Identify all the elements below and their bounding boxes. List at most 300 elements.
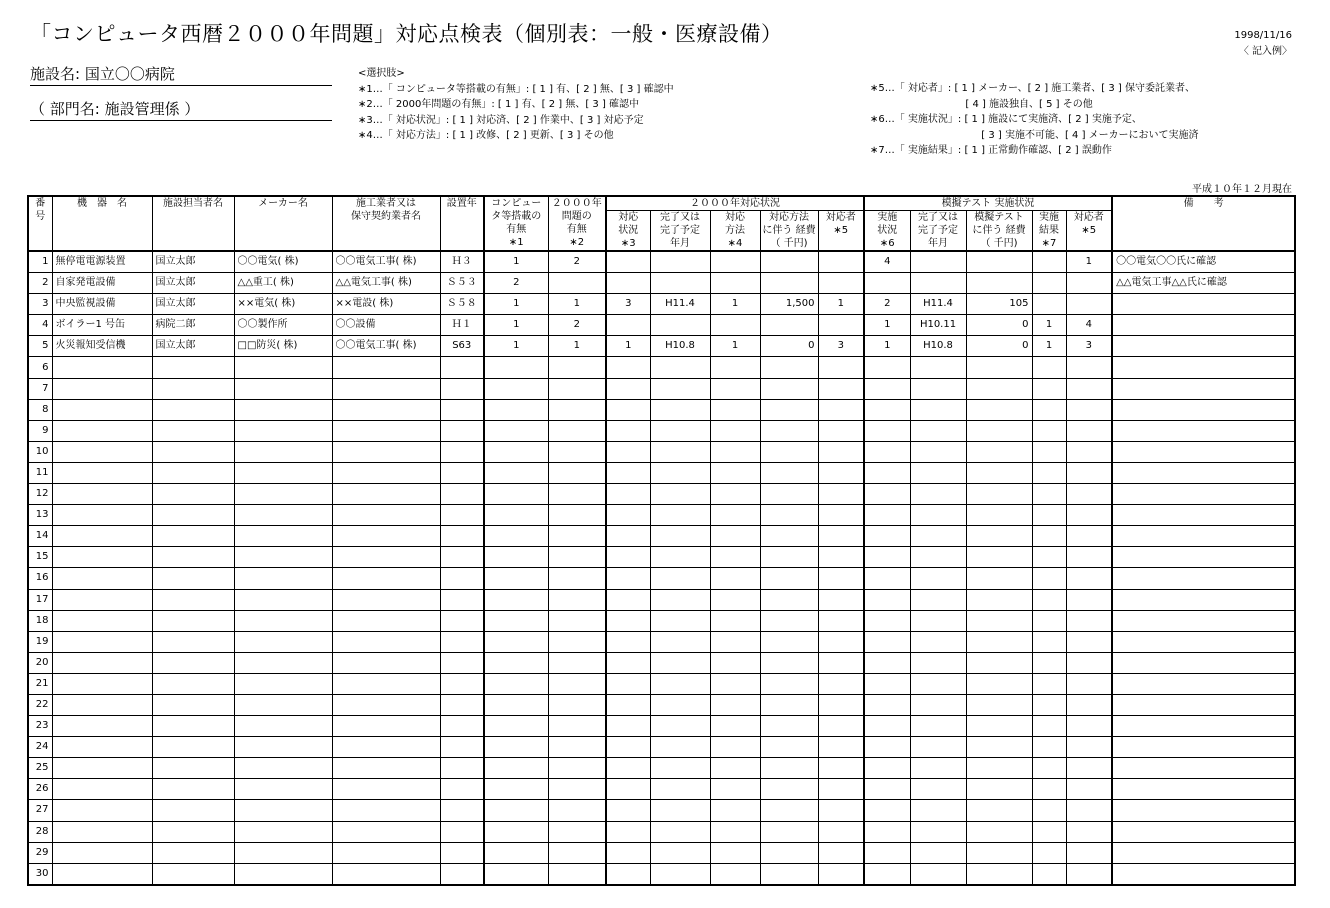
table-cell bbox=[818, 716, 864, 737]
table-cell bbox=[1112, 821, 1295, 842]
table-cell: 火災報知受信機 bbox=[52, 336, 152, 357]
table-cell bbox=[864, 399, 910, 420]
table-cell bbox=[440, 547, 484, 568]
table-cell bbox=[1112, 737, 1295, 758]
table-cell bbox=[484, 673, 548, 694]
table-cell bbox=[1112, 505, 1295, 526]
table-cell bbox=[864, 800, 910, 821]
table-cell bbox=[818, 589, 864, 610]
table-cell bbox=[152, 378, 234, 399]
table-cell bbox=[760, 315, 818, 336]
table-cell: 3 bbox=[606, 294, 650, 315]
table-cell bbox=[760, 800, 818, 821]
legend-right bbox=[870, 81, 1198, 159]
header-status: 対応 状況 ∗3 bbox=[606, 211, 650, 252]
table-cell bbox=[1066, 484, 1112, 505]
table-cell bbox=[440, 758, 484, 779]
legend-line: <選択肢> bbox=[358, 68, 405, 79]
table-cell bbox=[760, 716, 818, 737]
table-cell bbox=[234, 547, 332, 568]
table-cell: 無停電電源装置 bbox=[52, 251, 152, 273]
table-cell bbox=[1032, 610, 1066, 631]
table-cell: 〇〇電気工事( 株) bbox=[332, 336, 440, 357]
table-cell: S63 bbox=[440, 336, 484, 357]
table-cell bbox=[760, 526, 818, 547]
table-cell bbox=[1112, 800, 1295, 821]
table-row bbox=[28, 378, 1295, 399]
table-cell bbox=[650, 315, 710, 336]
table-cell bbox=[1032, 631, 1066, 652]
table-cell bbox=[760, 821, 818, 842]
legend-line: ∗7…「 実施結果」: [ 1 ] 正常動作確認、[ 2 ] 誤動作 bbox=[870, 145, 1112, 156]
table-cell bbox=[52, 652, 152, 673]
table-cell bbox=[332, 357, 440, 378]
table-cell bbox=[152, 505, 234, 526]
table-cell bbox=[910, 821, 966, 842]
table-cell bbox=[864, 652, 910, 673]
table-cell bbox=[864, 821, 910, 842]
table-cell bbox=[440, 420, 484, 441]
table-cell bbox=[52, 526, 152, 547]
table-cell bbox=[650, 357, 710, 378]
table-cell bbox=[332, 610, 440, 631]
table-cell bbox=[332, 505, 440, 526]
table-cell bbox=[234, 863, 332, 885]
table-cell bbox=[332, 399, 440, 420]
legend-line: ∗6…「 実施状況」: [ 1 ] 施設にて実施済、[ 2 ] 実施予定、 bbox=[870, 114, 1142, 125]
table-cell bbox=[650, 526, 710, 547]
table-cell bbox=[52, 399, 152, 420]
table-cell bbox=[818, 568, 864, 589]
legend-line: [ 4 ] 施設独自、[ 5 ] その他 bbox=[870, 98, 1093, 110]
legend-line: ∗1…「 コンピュータ等搭載の有無」: [ 1 ] 有、[ 2 ] 無、[ 3 ] 確認中 bbox=[358, 83, 674, 95]
table-cell bbox=[910, 737, 966, 758]
table-cell bbox=[484, 399, 548, 420]
table-cell: 3 bbox=[28, 294, 52, 315]
table-cell: 23 bbox=[28, 716, 52, 737]
table-cell bbox=[650, 273, 710, 294]
table-cell bbox=[152, 673, 234, 694]
table-cell bbox=[864, 441, 910, 462]
table-cell bbox=[234, 821, 332, 842]
table-row bbox=[28, 568, 1295, 589]
table-cell bbox=[548, 526, 606, 547]
table-cell bbox=[1112, 568, 1295, 589]
table-cell bbox=[818, 462, 864, 483]
table-cell bbox=[440, 378, 484, 399]
table-cell bbox=[1112, 484, 1295, 505]
table-row bbox=[28, 315, 1295, 336]
table-cell bbox=[606, 673, 650, 694]
table-cell bbox=[548, 652, 606, 673]
table-cell bbox=[1032, 420, 1066, 441]
table-cell bbox=[1032, 758, 1066, 779]
table-cell bbox=[606, 631, 650, 652]
table-cell bbox=[760, 610, 818, 631]
table-cell bbox=[818, 821, 864, 842]
table-cell bbox=[152, 800, 234, 821]
table-cell: △△重工( 株) bbox=[234, 273, 332, 294]
table-cell bbox=[332, 441, 440, 462]
table-cell bbox=[966, 273, 1032, 294]
table-cell bbox=[234, 526, 332, 547]
table-cell bbox=[606, 378, 650, 399]
table-cell: 国立太郎 bbox=[152, 294, 234, 315]
table-cell bbox=[818, 652, 864, 673]
table-cell: 10 bbox=[28, 441, 52, 462]
table-cell bbox=[966, 694, 1032, 715]
table-cell bbox=[818, 251, 864, 273]
table-row bbox=[28, 800, 1295, 821]
table-cell bbox=[910, 842, 966, 863]
table-row bbox=[28, 863, 1295, 885]
table-cell bbox=[52, 737, 152, 758]
table-cell bbox=[966, 589, 1032, 610]
table-cell bbox=[1032, 273, 1066, 294]
table-row bbox=[28, 716, 1295, 737]
table-cell bbox=[152, 631, 234, 652]
table-cell bbox=[152, 716, 234, 737]
table-row bbox=[28, 631, 1295, 652]
legend-line: ∗2…「 2000年問題の有無」: [ 1 ] 有、[ 2 ] 無、[ 3 ] 確認中 bbox=[358, 99, 640, 110]
table-cell bbox=[332, 779, 440, 800]
table-cell: 9 bbox=[28, 420, 52, 441]
table-cell bbox=[710, 716, 760, 737]
header-maker: メーカー名 bbox=[234, 196, 332, 251]
table-cell bbox=[440, 589, 484, 610]
table-cell: 0 bbox=[966, 336, 1032, 357]
table-cell bbox=[760, 399, 818, 420]
table-cell bbox=[234, 673, 332, 694]
table-cell bbox=[910, 357, 966, 378]
table-cell bbox=[1066, 673, 1112, 694]
table-cell bbox=[760, 547, 818, 568]
table-cell bbox=[1032, 399, 1066, 420]
table-cell bbox=[606, 800, 650, 821]
table-cell bbox=[710, 399, 760, 420]
table-cell bbox=[1112, 842, 1295, 863]
header-year: 設置年 bbox=[440, 196, 484, 251]
table-cell bbox=[234, 378, 332, 399]
table-cell bbox=[760, 779, 818, 800]
table-cell bbox=[910, 716, 966, 737]
table-cell bbox=[910, 462, 966, 483]
table-cell bbox=[1066, 399, 1112, 420]
legend-line: ∗5…「 対応者」: [ 1 ] メーカー、[ 2 ] 施工業者、[ 3 ] 保守委託業者、 bbox=[870, 83, 1195, 94]
table-cell bbox=[1032, 547, 1066, 568]
table-cell bbox=[818, 357, 864, 378]
table-cell bbox=[1032, 842, 1066, 863]
table-cell bbox=[332, 694, 440, 715]
table-cell bbox=[1112, 758, 1295, 779]
table-cell bbox=[966, 484, 1032, 505]
table-cell bbox=[1032, 357, 1066, 378]
table-cell bbox=[234, 800, 332, 821]
table-cell bbox=[710, 547, 760, 568]
table-cell bbox=[606, 399, 650, 420]
table-cell bbox=[484, 610, 548, 631]
table-cell bbox=[440, 568, 484, 589]
table-cell: H11.4 bbox=[910, 294, 966, 315]
table-cell: 〇〇製作所 bbox=[234, 315, 332, 336]
table-cell bbox=[548, 758, 606, 779]
table-cell bbox=[548, 547, 606, 568]
table-cell: 1 bbox=[710, 336, 760, 357]
table-cell: 1,500 bbox=[760, 294, 818, 315]
table-cell bbox=[966, 420, 1032, 441]
table-cell bbox=[864, 273, 910, 294]
table-cell bbox=[1066, 568, 1112, 589]
table-cell bbox=[864, 505, 910, 526]
table-cell: 27 bbox=[28, 800, 52, 821]
table-row bbox=[28, 673, 1295, 694]
table-cell bbox=[760, 737, 818, 758]
table-cell bbox=[1066, 505, 1112, 526]
table-cell bbox=[650, 420, 710, 441]
table-cell bbox=[864, 420, 910, 441]
table-cell bbox=[1112, 673, 1295, 694]
table-cell bbox=[606, 589, 650, 610]
table-cell bbox=[710, 673, 760, 694]
legend-line: [ 3 ] 実施不可能、[ 4 ] メーカーにおいて実施済 bbox=[870, 129, 1199, 141]
table-cell bbox=[548, 779, 606, 800]
table-cell bbox=[760, 652, 818, 673]
table-cell bbox=[910, 694, 966, 715]
table-cell bbox=[606, 526, 650, 547]
table-cell bbox=[484, 716, 548, 737]
table-cell bbox=[864, 716, 910, 737]
inspection-table bbox=[27, 195, 1296, 886]
table-cell bbox=[818, 610, 864, 631]
table-cell bbox=[332, 716, 440, 737]
table-cell bbox=[606, 505, 650, 526]
table-cell bbox=[650, 779, 710, 800]
table-cell bbox=[864, 568, 910, 589]
table-cell bbox=[152, 842, 234, 863]
table-cell bbox=[650, 716, 710, 737]
table-cell bbox=[440, 842, 484, 863]
table-cell bbox=[910, 673, 966, 694]
table-cell bbox=[606, 441, 650, 462]
table-cell bbox=[1032, 441, 1066, 462]
table-cell bbox=[1112, 336, 1295, 357]
table-cell bbox=[710, 568, 760, 589]
table-cell bbox=[606, 652, 650, 673]
table-cell: △△電気工事( 株) bbox=[332, 273, 440, 294]
table-cell: H11.4 bbox=[650, 294, 710, 315]
table-cell bbox=[484, 378, 548, 399]
table-cell: 1 bbox=[1032, 315, 1066, 336]
table-cell: H10.8 bbox=[650, 336, 710, 357]
table-cell bbox=[818, 842, 864, 863]
table-cell bbox=[484, 779, 548, 800]
table-cell bbox=[234, 399, 332, 420]
table-cell bbox=[910, 800, 966, 821]
table-cell bbox=[548, 716, 606, 737]
table-cell bbox=[234, 694, 332, 715]
table-cell bbox=[52, 462, 152, 483]
header-test-complete: 完了又は 完了予定 年月 bbox=[910, 211, 966, 252]
table-cell: 7 bbox=[28, 378, 52, 399]
table-cell bbox=[818, 420, 864, 441]
table-cell bbox=[152, 758, 234, 779]
table-cell bbox=[440, 462, 484, 483]
table-cell bbox=[1112, 294, 1295, 315]
table-cell bbox=[910, 420, 966, 441]
table-cell bbox=[606, 737, 650, 758]
table-cell bbox=[234, 779, 332, 800]
header-test-responder: 対応者 ∗5 bbox=[1066, 211, 1112, 252]
table-row bbox=[28, 610, 1295, 631]
table-cell bbox=[234, 610, 332, 631]
table-cell bbox=[710, 505, 760, 526]
table-cell bbox=[332, 737, 440, 758]
table-cell: 15 bbox=[28, 547, 52, 568]
table-cell bbox=[234, 357, 332, 378]
table-cell: 2 bbox=[28, 273, 52, 294]
table-cell bbox=[484, 568, 548, 589]
table-cell: Ｓ５３ bbox=[440, 273, 484, 294]
table-cell bbox=[234, 842, 332, 863]
table-cell bbox=[818, 800, 864, 821]
table-cell bbox=[52, 779, 152, 800]
table-cell bbox=[710, 251, 760, 273]
table-cell bbox=[966, 652, 1032, 673]
table-cell bbox=[52, 758, 152, 779]
table-cell bbox=[1112, 420, 1295, 441]
table-cell bbox=[910, 758, 966, 779]
table-cell: 0 bbox=[966, 315, 1032, 336]
table-cell bbox=[484, 589, 548, 610]
header-group-test: 模擬テスト 実施状況 bbox=[864, 196, 1112, 211]
table-cell bbox=[332, 589, 440, 610]
table-cell bbox=[910, 378, 966, 399]
table-row bbox=[28, 694, 1295, 715]
table-cell bbox=[966, 378, 1032, 399]
table-cell: ××電気( 株) bbox=[234, 294, 332, 315]
table-cell bbox=[1032, 863, 1066, 885]
table-cell bbox=[1066, 357, 1112, 378]
table-cell bbox=[440, 526, 484, 547]
table-cell bbox=[864, 526, 910, 547]
table-cell: 〇〇電気( 株) bbox=[234, 251, 332, 273]
table-cell bbox=[650, 462, 710, 483]
table-cell bbox=[864, 589, 910, 610]
table-cell bbox=[332, 378, 440, 399]
table-cell bbox=[440, 505, 484, 526]
table-cell bbox=[440, 399, 484, 420]
table-cell bbox=[548, 273, 606, 294]
table-cell bbox=[710, 631, 760, 652]
table-cell bbox=[332, 673, 440, 694]
table-cell bbox=[818, 863, 864, 885]
table-cell bbox=[650, 610, 710, 631]
table-cell bbox=[484, 758, 548, 779]
table-cell bbox=[1032, 694, 1066, 715]
table-cell: ボイラー1 号缶 bbox=[52, 315, 152, 336]
document-date: 1998/11/16 bbox=[1234, 30, 1292, 41]
table-cell: Ｓ５８ bbox=[440, 294, 484, 315]
table-cell: 1 bbox=[864, 336, 910, 357]
table-cell bbox=[650, 568, 710, 589]
table-cell bbox=[152, 526, 234, 547]
table-cell bbox=[548, 821, 606, 842]
table-cell bbox=[966, 610, 1032, 631]
table-cell bbox=[606, 420, 650, 441]
table-cell bbox=[234, 441, 332, 462]
table-cell bbox=[966, 673, 1032, 694]
table-cell bbox=[760, 505, 818, 526]
table-row bbox=[28, 420, 1295, 441]
legend-left bbox=[358, 66, 674, 144]
table-cell bbox=[710, 694, 760, 715]
table-cell: 1 bbox=[484, 336, 548, 357]
table-cell bbox=[440, 694, 484, 715]
table-cell bbox=[760, 589, 818, 610]
header-test-status: 実施 状況 ∗6 bbox=[864, 211, 910, 252]
table-cell bbox=[548, 673, 606, 694]
table-cell: 24 bbox=[28, 737, 52, 758]
table-cell bbox=[760, 251, 818, 273]
table-cell bbox=[1032, 716, 1066, 737]
table-cell bbox=[910, 568, 966, 589]
example-note: 〈 記入例〉 bbox=[1238, 46, 1292, 57]
table-cell bbox=[1112, 441, 1295, 462]
table-cell bbox=[606, 758, 650, 779]
table-cell: 国立太郎 bbox=[152, 273, 234, 294]
table-cell bbox=[966, 399, 1032, 420]
table-cell bbox=[1112, 589, 1295, 610]
table-row bbox=[28, 737, 1295, 758]
table-cell bbox=[710, 484, 760, 505]
table-cell bbox=[52, 610, 152, 631]
table-cell bbox=[650, 631, 710, 652]
table-cell bbox=[710, 420, 760, 441]
table-cell bbox=[152, 547, 234, 568]
table-cell bbox=[760, 758, 818, 779]
table-cell bbox=[864, 484, 910, 505]
table-cell bbox=[710, 589, 760, 610]
table-cell bbox=[966, 631, 1032, 652]
table-cell: 4 bbox=[28, 315, 52, 336]
table-cell bbox=[234, 462, 332, 483]
table-cell bbox=[1032, 568, 1066, 589]
table-cell bbox=[864, 547, 910, 568]
department-name: （ 部門名: 施設管理係 ） bbox=[30, 98, 332, 121]
table-cell bbox=[910, 251, 966, 273]
table-cell bbox=[818, 441, 864, 462]
table-row bbox=[28, 441, 1295, 462]
table-cell bbox=[710, 863, 760, 885]
table-cell bbox=[440, 610, 484, 631]
table-cell bbox=[818, 484, 864, 505]
table-cell bbox=[152, 420, 234, 441]
table-cell bbox=[1066, 294, 1112, 315]
header-test-cost: 模擬テスト に伴う 経費 （ 千円) bbox=[966, 211, 1032, 252]
table-cell bbox=[818, 273, 864, 294]
table-cell bbox=[710, 315, 760, 336]
table-cell bbox=[152, 737, 234, 758]
table-cell bbox=[910, 631, 966, 652]
table-cell bbox=[966, 800, 1032, 821]
table-cell bbox=[548, 842, 606, 863]
table-cell bbox=[910, 526, 966, 547]
header-test-result: 実施 結果 ∗7 bbox=[1032, 211, 1066, 252]
document-title: 「コンピュータ西暦２０００年問題」対応点検表（個別表：一般・医療設備） bbox=[30, 22, 783, 46]
table-cell bbox=[710, 737, 760, 758]
table-cell bbox=[1112, 378, 1295, 399]
facility-name: 施設名: 国立〇〇病院 bbox=[30, 63, 332, 86]
